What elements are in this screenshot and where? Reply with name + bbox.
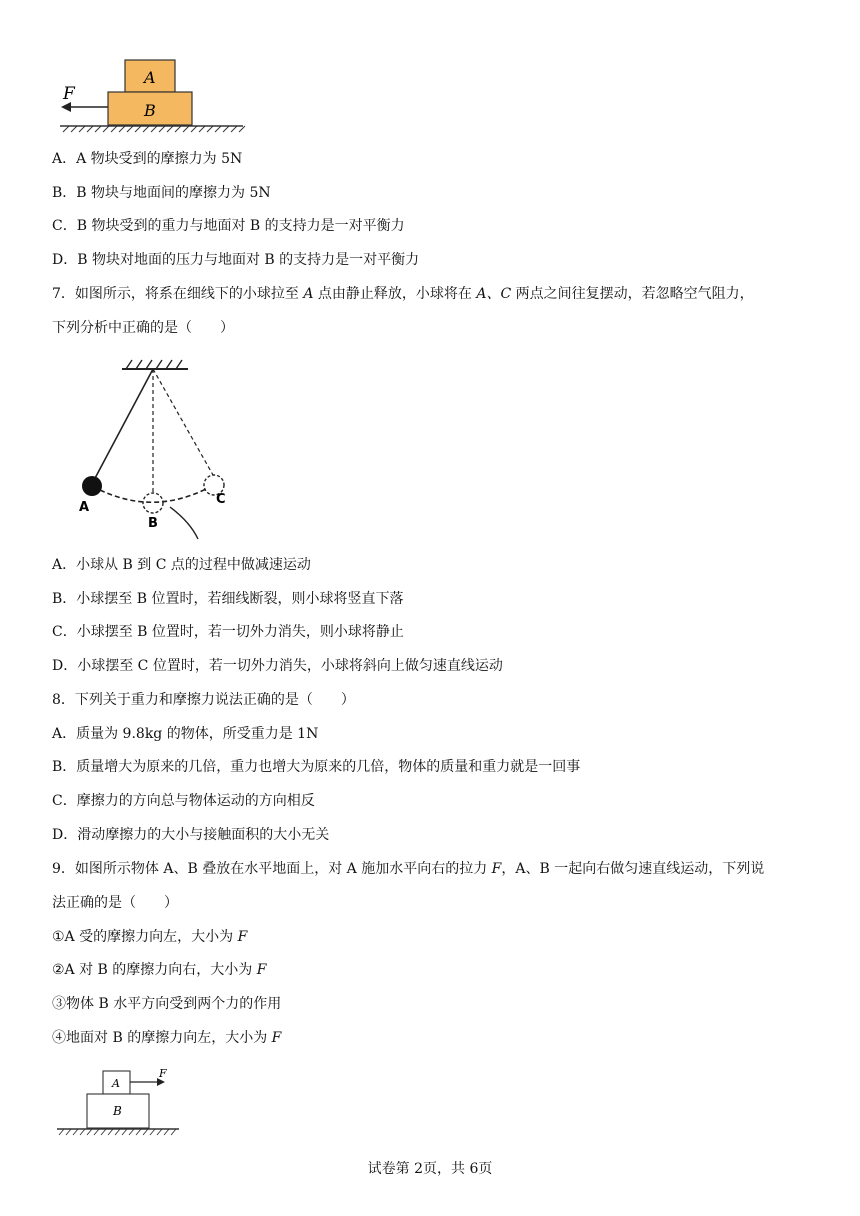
q7-stem-line1: 7．如图所示，将系在细线下的小球拉至 A 点由静止释放，小球将在 A、C 两点之间往复摆动，若忽略空气阻力，	[52, 286, 754, 302]
q9-stem-line2: 法正确的是（ ）	[52, 895, 178, 911]
label-b: B	[144, 101, 156, 120]
q6-option-b: B．B 物块与地面间的摩擦力为 5N	[52, 185, 271, 201]
ground-hatch	[63, 126, 245, 132]
pendulum-figure-q7	[70, 357, 245, 542]
q8-option-c: C．摩擦力的方向总与物体运动的方向相反	[52, 793, 315, 809]
q8-stem: 8．下列关于重力和摩擦力说法正确的是（ ）	[52, 692, 355, 708]
label-c: C	[216, 492, 226, 507]
string-to-c	[153, 369, 213, 475]
break-curve	[170, 507, 198, 539]
q7-stem-line2: 下列分析中正确的是（ ）	[52, 320, 234, 336]
blocks-figure-q6	[55, 55, 250, 135]
q7-option-c: C．小球摆至 B 位置时，若一切外力消失，则小球将静止	[52, 624, 404, 640]
q6-option-c: C．B 物块受到的重力与地面对 B 的支持力是一对平衡力	[52, 218, 405, 234]
label-b: B	[113, 1104, 122, 1118]
q8-option-d: D．滑动摩擦力的大小与接触面积的大小无关	[52, 827, 330, 843]
blocks-figure-q9	[55, 1065, 185, 1140]
label-f: F	[159, 1067, 167, 1080]
q6-option-d: D．B 物块对地面的压力与地面对 B 的支持力是一对平衡力	[52, 252, 420, 268]
q6-option-a: A．A 物块受到的摩擦力为 5N	[52, 151, 243, 167]
q7-option-b: B．小球摆至 B 位置时，若细线断裂，则小球将竖直下落	[52, 591, 404, 607]
q9-statement-4: ④地面对 B 的摩擦力向左，大小为 F	[52, 1030, 282, 1046]
q9-stem-line1: 9．如图所示物体 A、B 叠放在水平地面上，对 A 施加水平向右的拉力 F，A、B 一起向右做匀速直线运动，下列说	[52, 861, 765, 877]
q9-statement-2: ②A 对 B 的摩擦力向右，大小为 F	[52, 962, 267, 978]
label-a: A	[79, 500, 90, 515]
label-b: B	[148, 516, 158, 531]
ceiling-hatch	[126, 360, 182, 369]
q9-statement-1: ①A 受的摩擦力向左，大小为 F	[52, 929, 248, 945]
q8-option-b: B．质量增大为原来的几倍，重力也增大为原来的几倍，物体的质量和重力就是一回事	[52, 759, 581, 775]
q9-statement-3: ③物体 B 水平方向受到两个力的作用	[52, 996, 282, 1012]
label-a: A	[144, 68, 156, 87]
q8-option-a: A．质量为 9.8kg 的物体，所受重力是 1N	[52, 726, 319, 742]
q7-option-a: A．小球从 B 到 C 点的过程中做减速运动	[52, 557, 311, 573]
page-footer: 试卷第 2页，共 6页	[367, 1161, 493, 1177]
label-f: F	[63, 84, 75, 104]
ground-hatch	[59, 1129, 176, 1135]
q7-option-d: D．小球摆至 C 位置时，若一切外力消失，小球将斜向上做匀速直线运动	[52, 658, 503, 674]
ball-b-dashed	[143, 493, 163, 513]
string-to-a	[93, 369, 153, 482]
label-a: A	[112, 1077, 120, 1090]
ball-a	[82, 476, 102, 496]
